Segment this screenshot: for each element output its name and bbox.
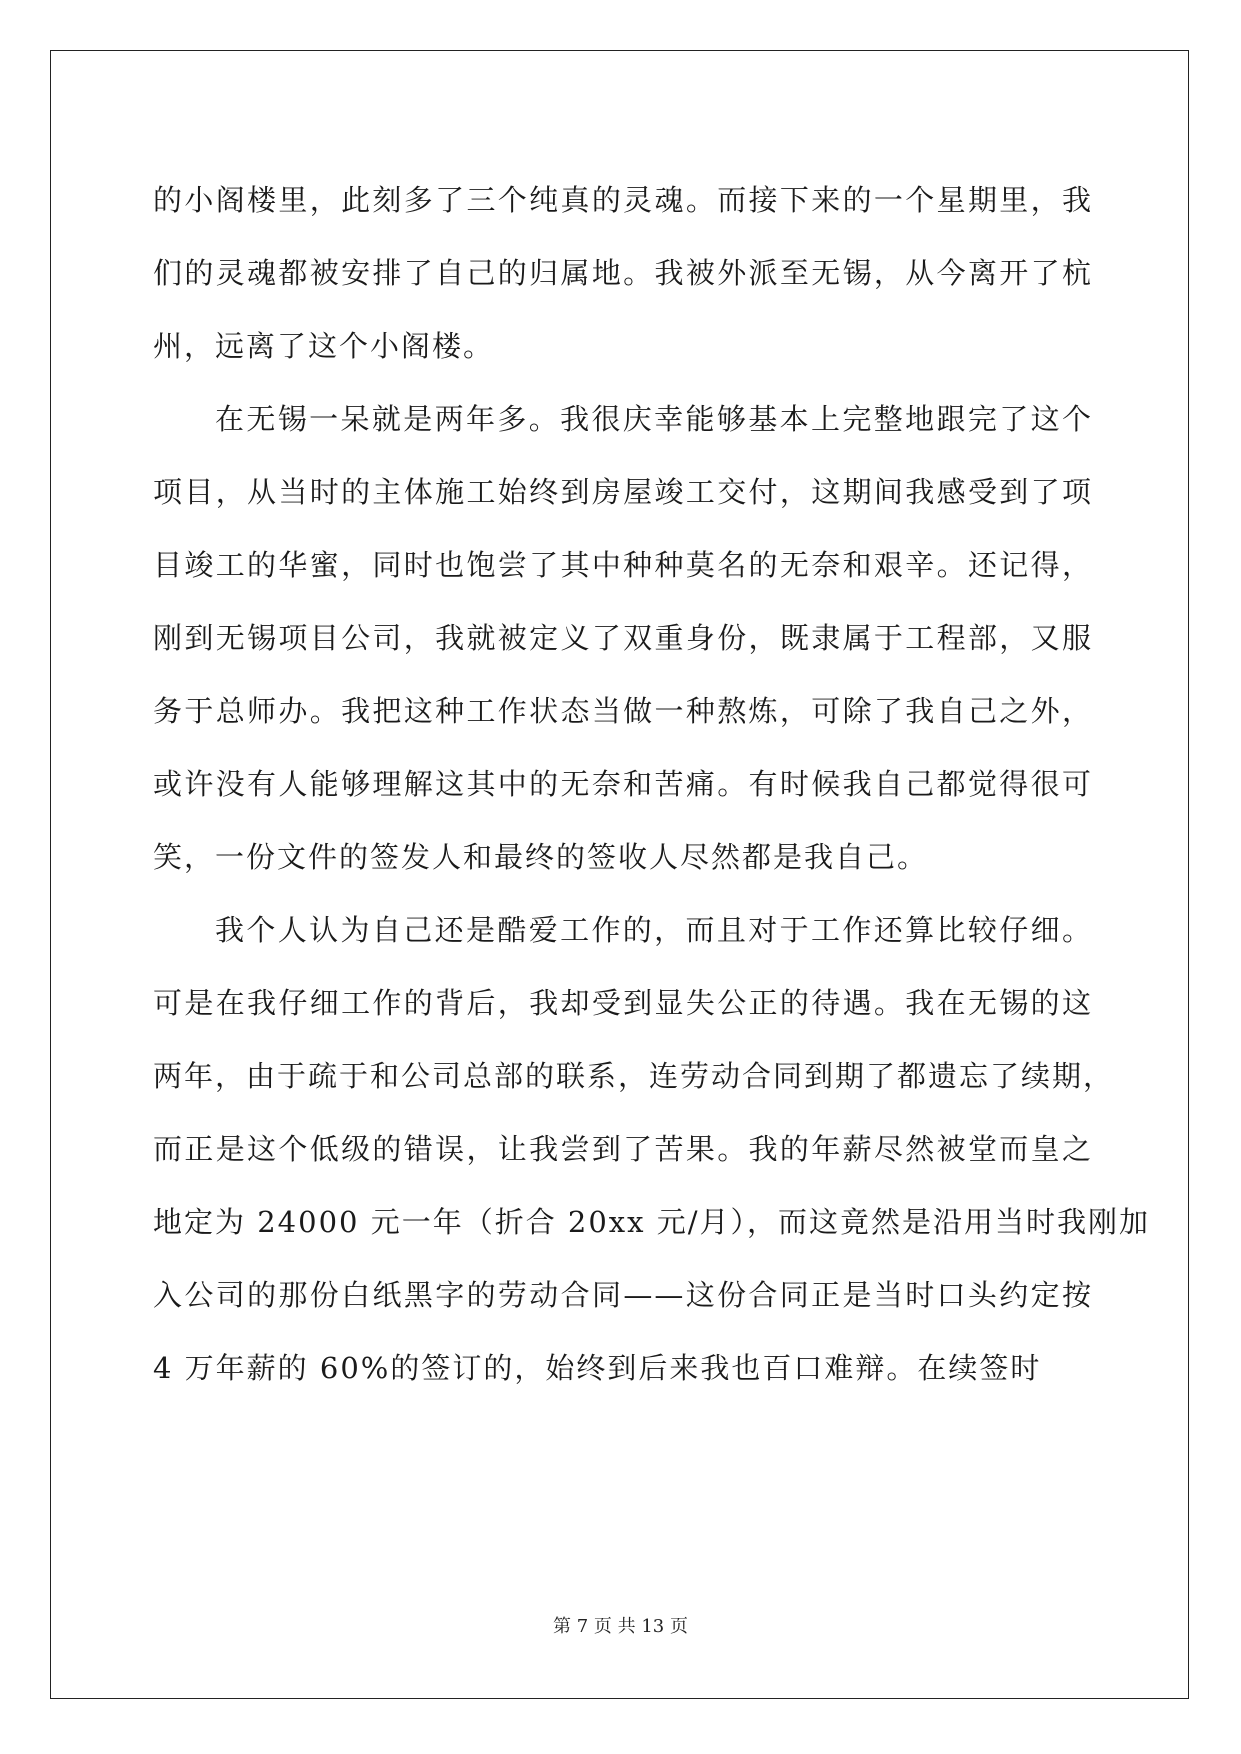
- paragraph: [153, 383, 1093, 894]
- document-body: [153, 164, 1151, 1405]
- text-line: 的小阁楼里，此刻多了三个纯真的灵魂。而接下来的一个星期里，我: [153, 183, 1093, 217]
- text-line: 入公司的那份白纸黑字的劳动合同——这份合同正是当时口头约定按: [153, 1278, 1093, 1312]
- paragraph: [153, 164, 1093, 383]
- text-line: 可是在我仔细工作的背后，我却受到显失公正的待遇。我在无锡的这: [153, 986, 1093, 1020]
- text-line: 我个人认为自己还是酷爱工作的，而且对于工作还算比较仔细。: [215, 913, 1093, 947]
- text-line: 务于总师办。我把这种工作状态当做一种熬炼，可除了我自己之外，: [153, 694, 1093, 728]
- text-line: 目竣工的华蜜，同时也饱尝了其中种种莫名的无奈和艰辛。还记得，: [153, 548, 1093, 582]
- text-line: 地定为 24000 元一年（折合 20xx 元/月），而这竟然是沿用当时我刚加: [153, 1205, 1151, 1239]
- paragraph: [153, 894, 1151, 1405]
- text-line: 们的灵魂都被安排了自己的归属地。我被外派至无锡，从今离开了杭: [153, 256, 1093, 290]
- text-line: 或许没有人能够理解这其中的无奈和苦痛。有时候我自己都觉得很可: [153, 767, 1093, 801]
- text-line: 州，远离了这个小阁楼。: [153, 329, 495, 363]
- text-line: 两年，由于疏于和公司总部的联系，连劳动合同到期了都遗忘了续期，: [153, 1059, 1115, 1093]
- text-line: 而正是这个低级的错误，让我尝到了苦果。我的年薪尽然被堂而皇之: [153, 1132, 1093, 1166]
- text-line: 笑，一份文件的签发人和最终的签收人尽然都是我自己。: [153, 840, 929, 874]
- text-line: 4 万年薪的 60%的签订的，始终到后来我也百口难辩。在续签时: [153, 1351, 1042, 1385]
- text-line: 刚到无锡项目公司，我就被定义了双重身份，既隶属于工程部，又服: [153, 621, 1093, 655]
- page-number-footer: 第 7 页 共 13 页: [553, 1616, 688, 1637]
- text-line: 项目，从当时的主体施工始终到房屋竣工交付，这期间我感受到了项: [153, 475, 1093, 509]
- text-line: 在无锡一呆就是两年多。我很庆幸能够基本上完整地跟完了这个: [215, 402, 1093, 436]
